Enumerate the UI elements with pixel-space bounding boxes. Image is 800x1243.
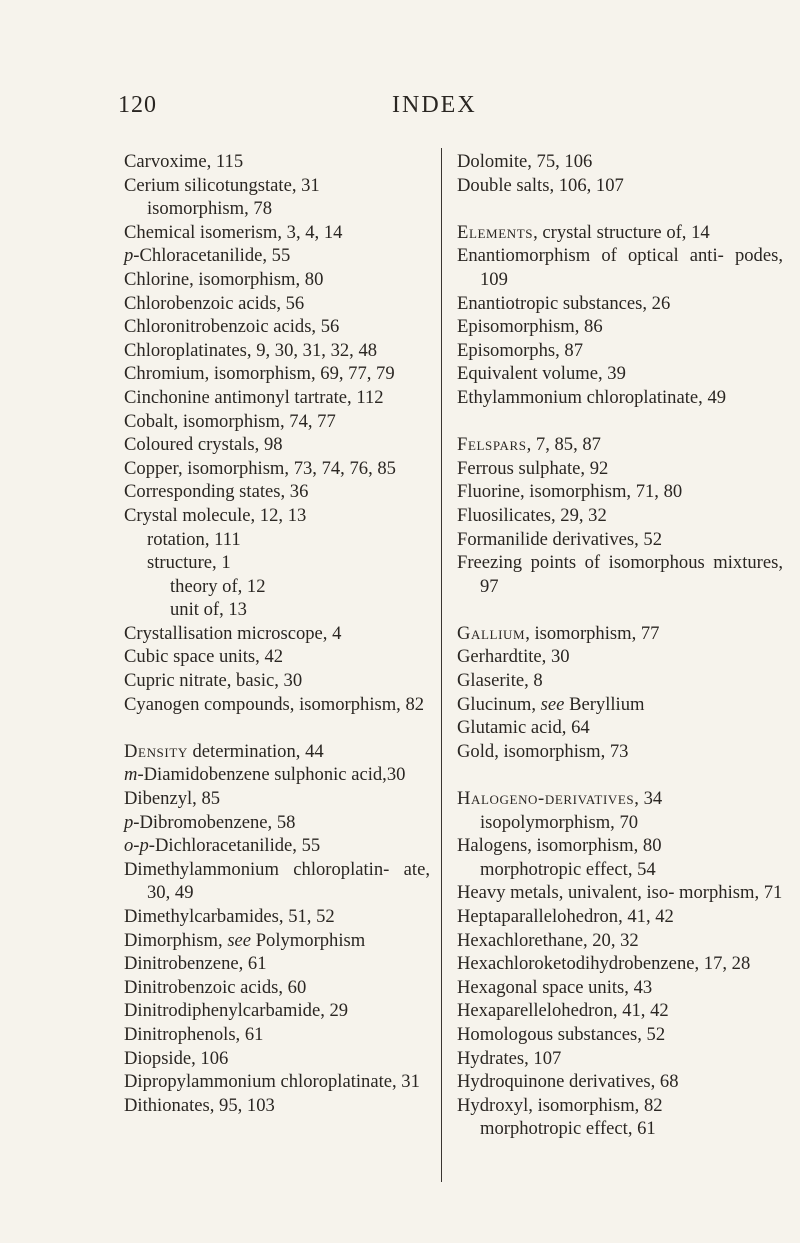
- index-entry: Dolomite, 75, 106: [457, 151, 593, 172]
- index-entry: Hexachlorethane, 20, 32: [457, 929, 639, 951]
- index-entry: Halogeno-derivatives, 34: [457, 788, 663, 810]
- index-entry: Hexachloroketodihydrobenzene, 17, 28: [457, 953, 751, 975]
- isomer-prefix: p: [124, 245, 134, 267]
- index-entry: Ethylammonium chloroplatinate, 49: [457, 386, 727, 408]
- index-entry: o-p-Dichloracetanilide, 55: [124, 835, 321, 857]
- index-entry: Chlorine, isomorphism, 80: [124, 268, 324, 290]
- index-entry: Heavy metals, univalent, iso- morphism, 71: [457, 882, 783, 904]
- index-entry: Enantiotropic substances, 26: [457, 292, 671, 314]
- index-entry: Gallium, isomorphism, 77: [457, 622, 660, 644]
- index-entry: Dipropylammonium chloroplatinate, 31: [124, 1071, 420, 1093]
- index-entry: Dinitrophenols, 61: [124, 1023, 264, 1045]
- index-entry: Cubic space units, 42: [124, 646, 284, 668]
- index-entry: Fluorine, isomorphism, 71, 80: [457, 481, 683, 503]
- index-entry: Heptaparallelohedron, 41, 42: [457, 906, 674, 927]
- index-entry: Cinchonine antimonyl tartrate, 112: [124, 386, 384, 408]
- index-subentry: isomorphism, 78: [147, 198, 272, 220]
- index-entry: Double salts, 106, 107: [457, 174, 624, 196]
- section-gap: [457, 598, 783, 622]
- index-column-right: [457, 150, 783, 1141]
- index-entry: Glucinum, see Beryllium: [457, 693, 645, 715]
- index-entry: Diopside, 106: [124, 1047, 229, 1069]
- column-divider: [441, 148, 442, 1182]
- index-entry: Copper, isomorphism, 73, 74, 76, 85: [124, 457, 396, 479]
- index-entry: p-Dibromobenzene, 58: [124, 811, 296, 833]
- index-entry: Fluosilicates, 29, 32: [457, 504, 607, 526]
- index-entry: Cerium silicotungstate, 31: [124, 174, 320, 196]
- index-entry: Ferrous sulphate, 92: [457, 457, 609, 479]
- section-head-word: Halogeno-derivatives: [457, 788, 635, 810]
- index-entry: Corresponding states, 36: [124, 481, 309, 503]
- index-entry: Episomorphism, 86: [457, 316, 603, 338]
- index-entry: Gold, isomorphism, 73: [457, 740, 629, 762]
- index-column-left: [124, 150, 430, 1117]
- index-entry: Episomorphs, 87: [457, 339, 584, 361]
- isomer-prefix: m: [124, 764, 138, 786]
- index-entry: Cupric nitrate, basic, 30: [124, 670, 303, 692]
- section-head-word: Gallium: [457, 622, 526, 644]
- index-entry: Chloronitrobenzoic acids, 56: [124, 316, 340, 338]
- index-entry: m-Diamidobenzene sulphonic acid,30: [124, 764, 406, 786]
- index-entry: Homologous substances, 52: [457, 1023, 666, 1045]
- index-entry: Chloroplatinates, 9, 30, 31, 32, 48: [124, 339, 378, 361]
- index-entry: Halogens, isomorphism, 80: [457, 835, 662, 857]
- index-subentry: structure, 1: [147, 552, 231, 574]
- index-subentry: rotation, 111: [147, 528, 241, 550]
- index-entry: Hydroxyl, isomorphism, 82: [457, 1094, 663, 1116]
- section-head-word: Density: [124, 740, 188, 762]
- index-entry: p-Chloracetanilide, 55: [124, 245, 291, 267]
- index-entry: Dinitrodiphenylcarbamide, 29: [124, 1000, 349, 1022]
- index-entry: Cyanogen compounds, isomorphism, 82: [124, 693, 425, 715]
- index-entry: Equivalent volume, 39: [457, 363, 626, 385]
- index-subentry: isopolymorphism, 70: [480, 811, 639, 833]
- index-entry: Dithionates, 95, 103: [124, 1094, 275, 1116]
- index-subentry: morphotropic effect, 54: [480, 858, 656, 880]
- isomer-prefix: p: [124, 811, 134, 833]
- page-title: INDEX: [392, 92, 477, 118]
- section-head-word: Felspars: [457, 434, 527, 456]
- index-entry: Freezing points of isomorphous mixtures, 97: [457, 552, 783, 597]
- index-entry: Elements, crystal structure of, 14: [457, 221, 710, 243]
- section-head-word: Elements: [457, 221, 534, 243]
- index-entry: Density determination, 44: [124, 740, 324, 762]
- page-header: [0, 92, 800, 126]
- index-entry: Glaserite, 8: [457, 670, 543, 692]
- index-entry: Chlorobenzoic acids, 56: [124, 292, 305, 314]
- index-entry: Dimethylammonium chloroplatin- ate, 30, 49: [124, 858, 430, 904]
- index-entry: Enantiomorphism of optical anti- podes, 109: [457, 245, 783, 290]
- section-gap: [457, 763, 783, 787]
- index-entry: Felspars, 7, 85, 87: [457, 434, 601, 456]
- index-entry: Dimorphism, see Polymorphism: [124, 929, 366, 951]
- index-entry: Dinitrobenzene, 61: [124, 953, 267, 975]
- index-subentry: theory of, 12: [170, 575, 266, 597]
- index-entry: Coloured crystals, 98: [124, 434, 283, 456]
- index-entry: Crystallisation microscope, 4: [124, 622, 342, 644]
- see-reference: see: [540, 693, 565, 715]
- see-reference: see: [227, 929, 252, 951]
- index-entry: Gerhardtite, 30: [457, 646, 570, 668]
- index-entry: Dimethylcarbamides, 51, 52: [124, 906, 335, 927]
- index-entry: Chromium, isomorphism, 69, 77, 79: [124, 363, 395, 385]
- index-entry: Hydrates, 107: [457, 1047, 562, 1069]
- section-gap: [457, 410, 783, 434]
- index-entry: Hexagonal space units, 43: [457, 976, 653, 998]
- section-gap: [457, 197, 783, 221]
- index-entry: Chemical isomerism, 3, 4, 14: [124, 221, 343, 243]
- index-entry: Cobalt, isomorphism, 74, 77: [124, 410, 336, 432]
- page-number: 120: [118, 92, 157, 118]
- index-entry: Glutamic acid, 64: [457, 717, 590, 739]
- index-entry: Formanilide derivatives, 52: [457, 528, 663, 550]
- section-gap: [124, 716, 430, 740]
- index-subentry: unit of, 13: [170, 599, 247, 621]
- index-entry: Dinitrobenzoic acids, 60: [124, 976, 307, 998]
- index-entry: Dibenzyl, 85: [124, 788, 221, 810]
- index-subentry: morphotropic effect, 61: [480, 1118, 656, 1140]
- index-entry: Hexaparellelohedron, 41, 42: [457, 1000, 669, 1022]
- index-entry: Crystal molecule, 12, 13: [124, 504, 307, 526]
- index-entry: Hydroquinone derivatives, 68: [457, 1071, 679, 1093]
- index-entry: Carvoxime, 115: [124, 151, 244, 172]
- isomer-prefix: o-p: [124, 835, 149, 857]
